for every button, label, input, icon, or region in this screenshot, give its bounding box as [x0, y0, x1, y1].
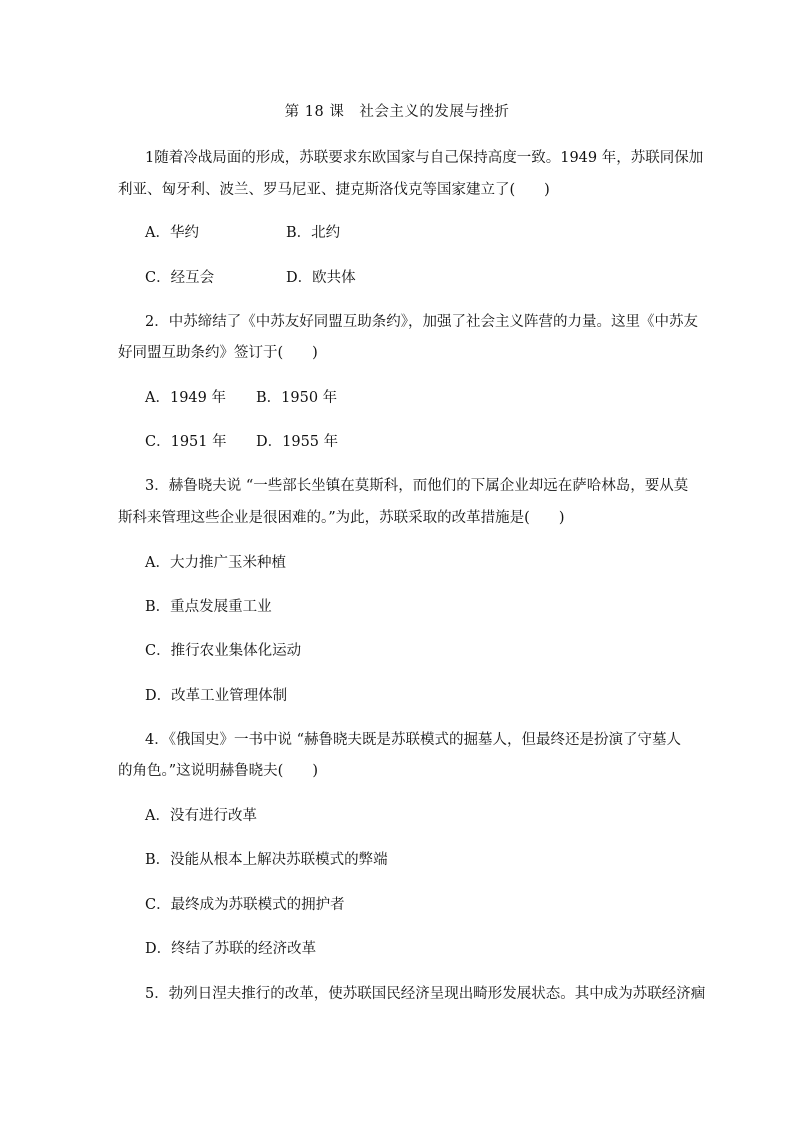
question-2-option-b: B．1950 年 [256, 390, 338, 406]
question-3-option-d: D．改革工业管理体制 [145, 688, 288, 704]
question-1-option-c: C．经互会 [145, 270, 215, 286]
question-1-option-d: D．欧共体 [286, 270, 356, 286]
question-4-line-2: 的角色。”这说明赫鲁晓夫( ) [118, 763, 318, 779]
question-2-line-2: 好同盟互助条约》签订于( ) [118, 345, 318, 361]
question-4-option-d: D．终结了苏联的经济改革 [145, 941, 317, 957]
question-1-option-b: B．北约 [286, 225, 341, 241]
question-3-line-1: 3．赫鲁晓夫说 “一些部长坐镇在莫斯科，而他们的下属企业却远在萨哈林岛，要从莫 [145, 478, 689, 494]
page-title: 第 18 课 社会主义的发展与挫折 [284, 104, 510, 120]
question-4-option-a: A．没有进行改革 [145, 808, 257, 824]
question-1-line-2: 利亚、匈牙利、波兰、罗马尼亚、捷克斯洛伐克等国家建立了( ) [118, 182, 550, 198]
question-2-option-a: A．1949 年 [145, 390, 226, 406]
question-1-option-a: A．华约 [145, 225, 199, 241]
question-4-option-b: B．没能从根本上解决苏联模式的弊端 [145, 852, 388, 868]
question-2-line-1: 2．中苏缔结了《中苏友好同盟互助条约》，加强了社会主义阵营的力量。这里《中苏友 [145, 314, 698, 330]
question-2-option-d: D．1955 年 [256, 434, 339, 450]
question-3-option-a: A．大力推广玉米种植 [145, 555, 286, 571]
question-5-line-1: 5．勃列日涅夫推行的改革，使苏联国民经济呈现出畸形发展状态。其中成为苏联经济痼 [145, 986, 706, 1002]
question-3-option-c: C．推行农业集体化运动 [145, 643, 302, 659]
question-1-line-1: 1随着冷战局面的形成，苏联要求东欧国家与自己保持高度一致。1949 年，苏联同保加 [145, 150, 704, 166]
question-2-option-c: C．1951 年 [145, 434, 227, 450]
question-4-option-c: C．最终成为苏联模式的拥护者 [145, 897, 345, 913]
question-3-option-b: B．重点发展重工业 [145, 599, 272, 615]
question-3-line-2: 斯科来管理这些企业是很困难的。”为此，苏联采取的改革措施是( ) [118, 510, 565, 526]
question-4-line-1: 4．《俄国史》一书中说 “赫鲁晓夫既是苏联模式的掘墓人，但最终还是扮演了守墓人 [145, 732, 681, 748]
